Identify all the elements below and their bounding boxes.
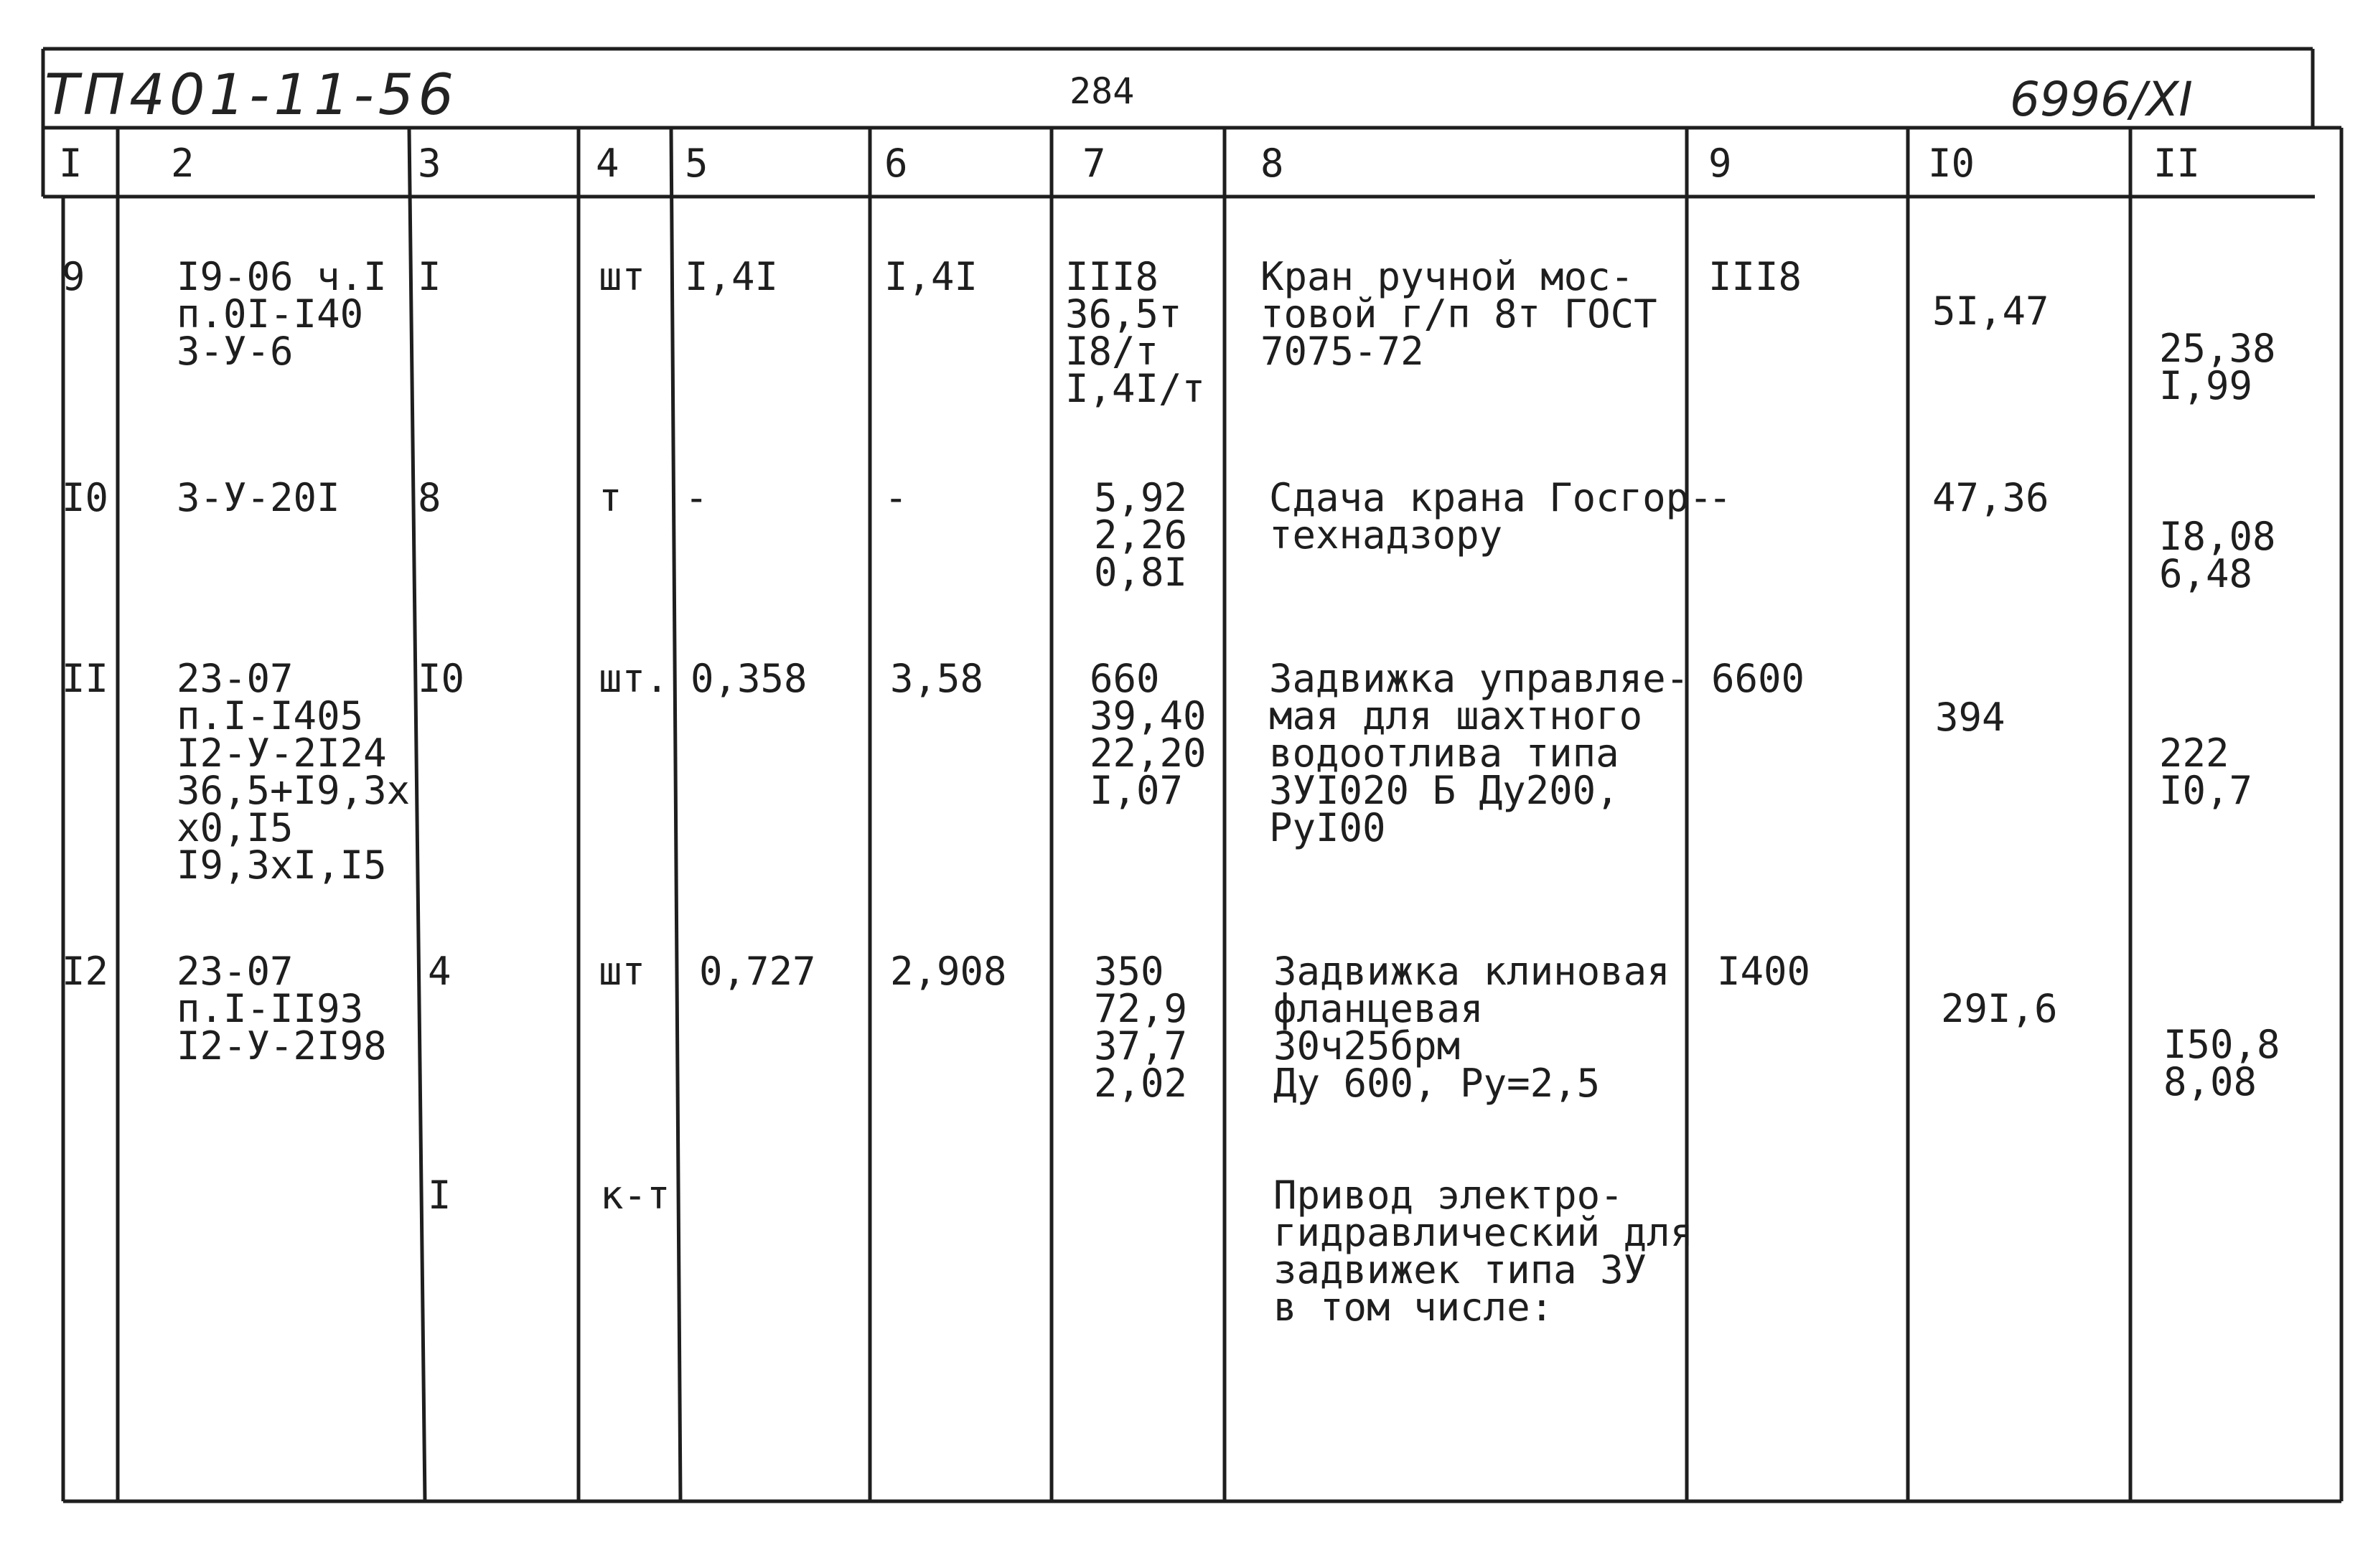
row-10-quantity: 8 [418, 475, 441, 520]
row-9-col7: III8 36,5т I8/т I,4I/т [1065, 254, 1206, 411]
column-header-6: 6 [884, 141, 908, 186]
row-9-col6: I,4I [884, 254, 978, 299]
row-12-norm-reference: 23-07 п.I-II93 I2-У-2I98 [177, 949, 387, 1069]
row-12-col7: 350 72,9 37,7 2,02 [1094, 949, 1188, 1106]
column-header-5: 5 [685, 141, 708, 186]
row-12-quantity: 4 [428, 949, 451, 994]
row-11-col11: 222 I0,7 [2159, 731, 2253, 813]
column-header-4: 4 [596, 141, 619, 186]
row-10-col11: I8,08 6,48 [2159, 514, 2276, 596]
sheet-reference: 6996/XI [2010, 72, 2193, 127]
row-11-item-number: II [62, 656, 109, 701]
row-12-col10: 29I,6 [1941, 986, 2058, 1031]
column-header-10: I0 [1928, 141, 1975, 186]
row-10-col10: 47,36 [1932, 475, 2049, 520]
row-11-quantity: I0 [418, 656, 465, 701]
column-header-9: 9 [1708, 141, 1732, 186]
row-12-item-number: I2 [62, 949, 109, 994]
row-11-col10: 394 [1935, 695, 2005, 740]
row-9-norm-reference: I9-06 ч.I п.0I-I40 3-У-6 [177, 254, 387, 374]
row-10-col9: - [1708, 475, 1732, 520]
row-11-col5: 0,358 [691, 656, 808, 701]
row-13-description: Привод электро- гидравлический для задвижек типа ЗУ в том числе: [1273, 1173, 1694, 1330]
row-11-col6: 3,58 [890, 656, 984, 701]
row-12-unit: шт [599, 949, 646, 994]
row-12-col11: I50,8 8,08 [2163, 1022, 2280, 1104]
document-code: ТП401-11-56 [45, 63, 458, 128]
column-header-11: II [2153, 141, 2201, 186]
row-10-norm-reference: 3-У-20I [177, 475, 340, 520]
row-9-unit: шт [599, 254, 646, 299]
column-header-7: 7 [1082, 141, 1106, 186]
column-header-3: 3 [418, 141, 441, 186]
row-12-description: Задвижка клиновая фланцевая 30ч25брм Ду 600, Ру=2,5 [1273, 949, 1670, 1106]
row-13-quantity: I [428, 1173, 451, 1218]
row-10-col6: - [884, 475, 908, 520]
row-9-col5: I,4I [685, 254, 779, 299]
column-header-2: 2 [171, 141, 195, 186]
row-9-description: Кран ручной мос- товой г/п 8т ГОСТ 7075-72 [1260, 254, 1657, 374]
row-10-unit: т [599, 475, 622, 520]
row-9-col11: 25,38 I,99 [2159, 326, 2276, 408]
row-12-col9: I400 [1717, 949, 1811, 994]
row-13-unit: к-т [600, 1173, 670, 1218]
column-header-1: I [59, 141, 83, 186]
row-10-col7: 5,92 2,26 0,8I [1094, 475, 1188, 595]
row-12-col6: 2,908 [890, 949, 1007, 994]
row-11-unit: шт. [599, 656, 669, 701]
row-11-col9: 6600 [1711, 656, 1805, 701]
row-11-norm-reference: 23-07 п.I-I405 I2-У-2I24 36,5+I9,3х х0,I5 I9,3хI,I5 [177, 656, 411, 888]
row-11-description: Задвижка управляе- мая для шахтного водоотлива типа ЗУI020 Б Ду200, РуI00 [1269, 656, 1690, 850]
row-10-description: Сдача крана Госгор- технадзору [1269, 475, 1713, 558]
row-11-col7: 660 39,40 22,20 I,07 [1090, 656, 1207, 813]
row-10-item-number: I0 [62, 475, 109, 520]
row-9-quantity: I [418, 254, 441, 299]
row-9-col10: 5I,47 [1932, 288, 2049, 334]
row-12-col5: 0,727 [699, 949, 816, 994]
row-9-item-number: 9 [62, 254, 85, 299]
page-number: 284 [1070, 70, 1135, 112]
column-header-8: 8 [1260, 141, 1284, 186]
row-9-col9: III8 [1708, 254, 1802, 299]
row-10-col5: - [685, 475, 708, 520]
